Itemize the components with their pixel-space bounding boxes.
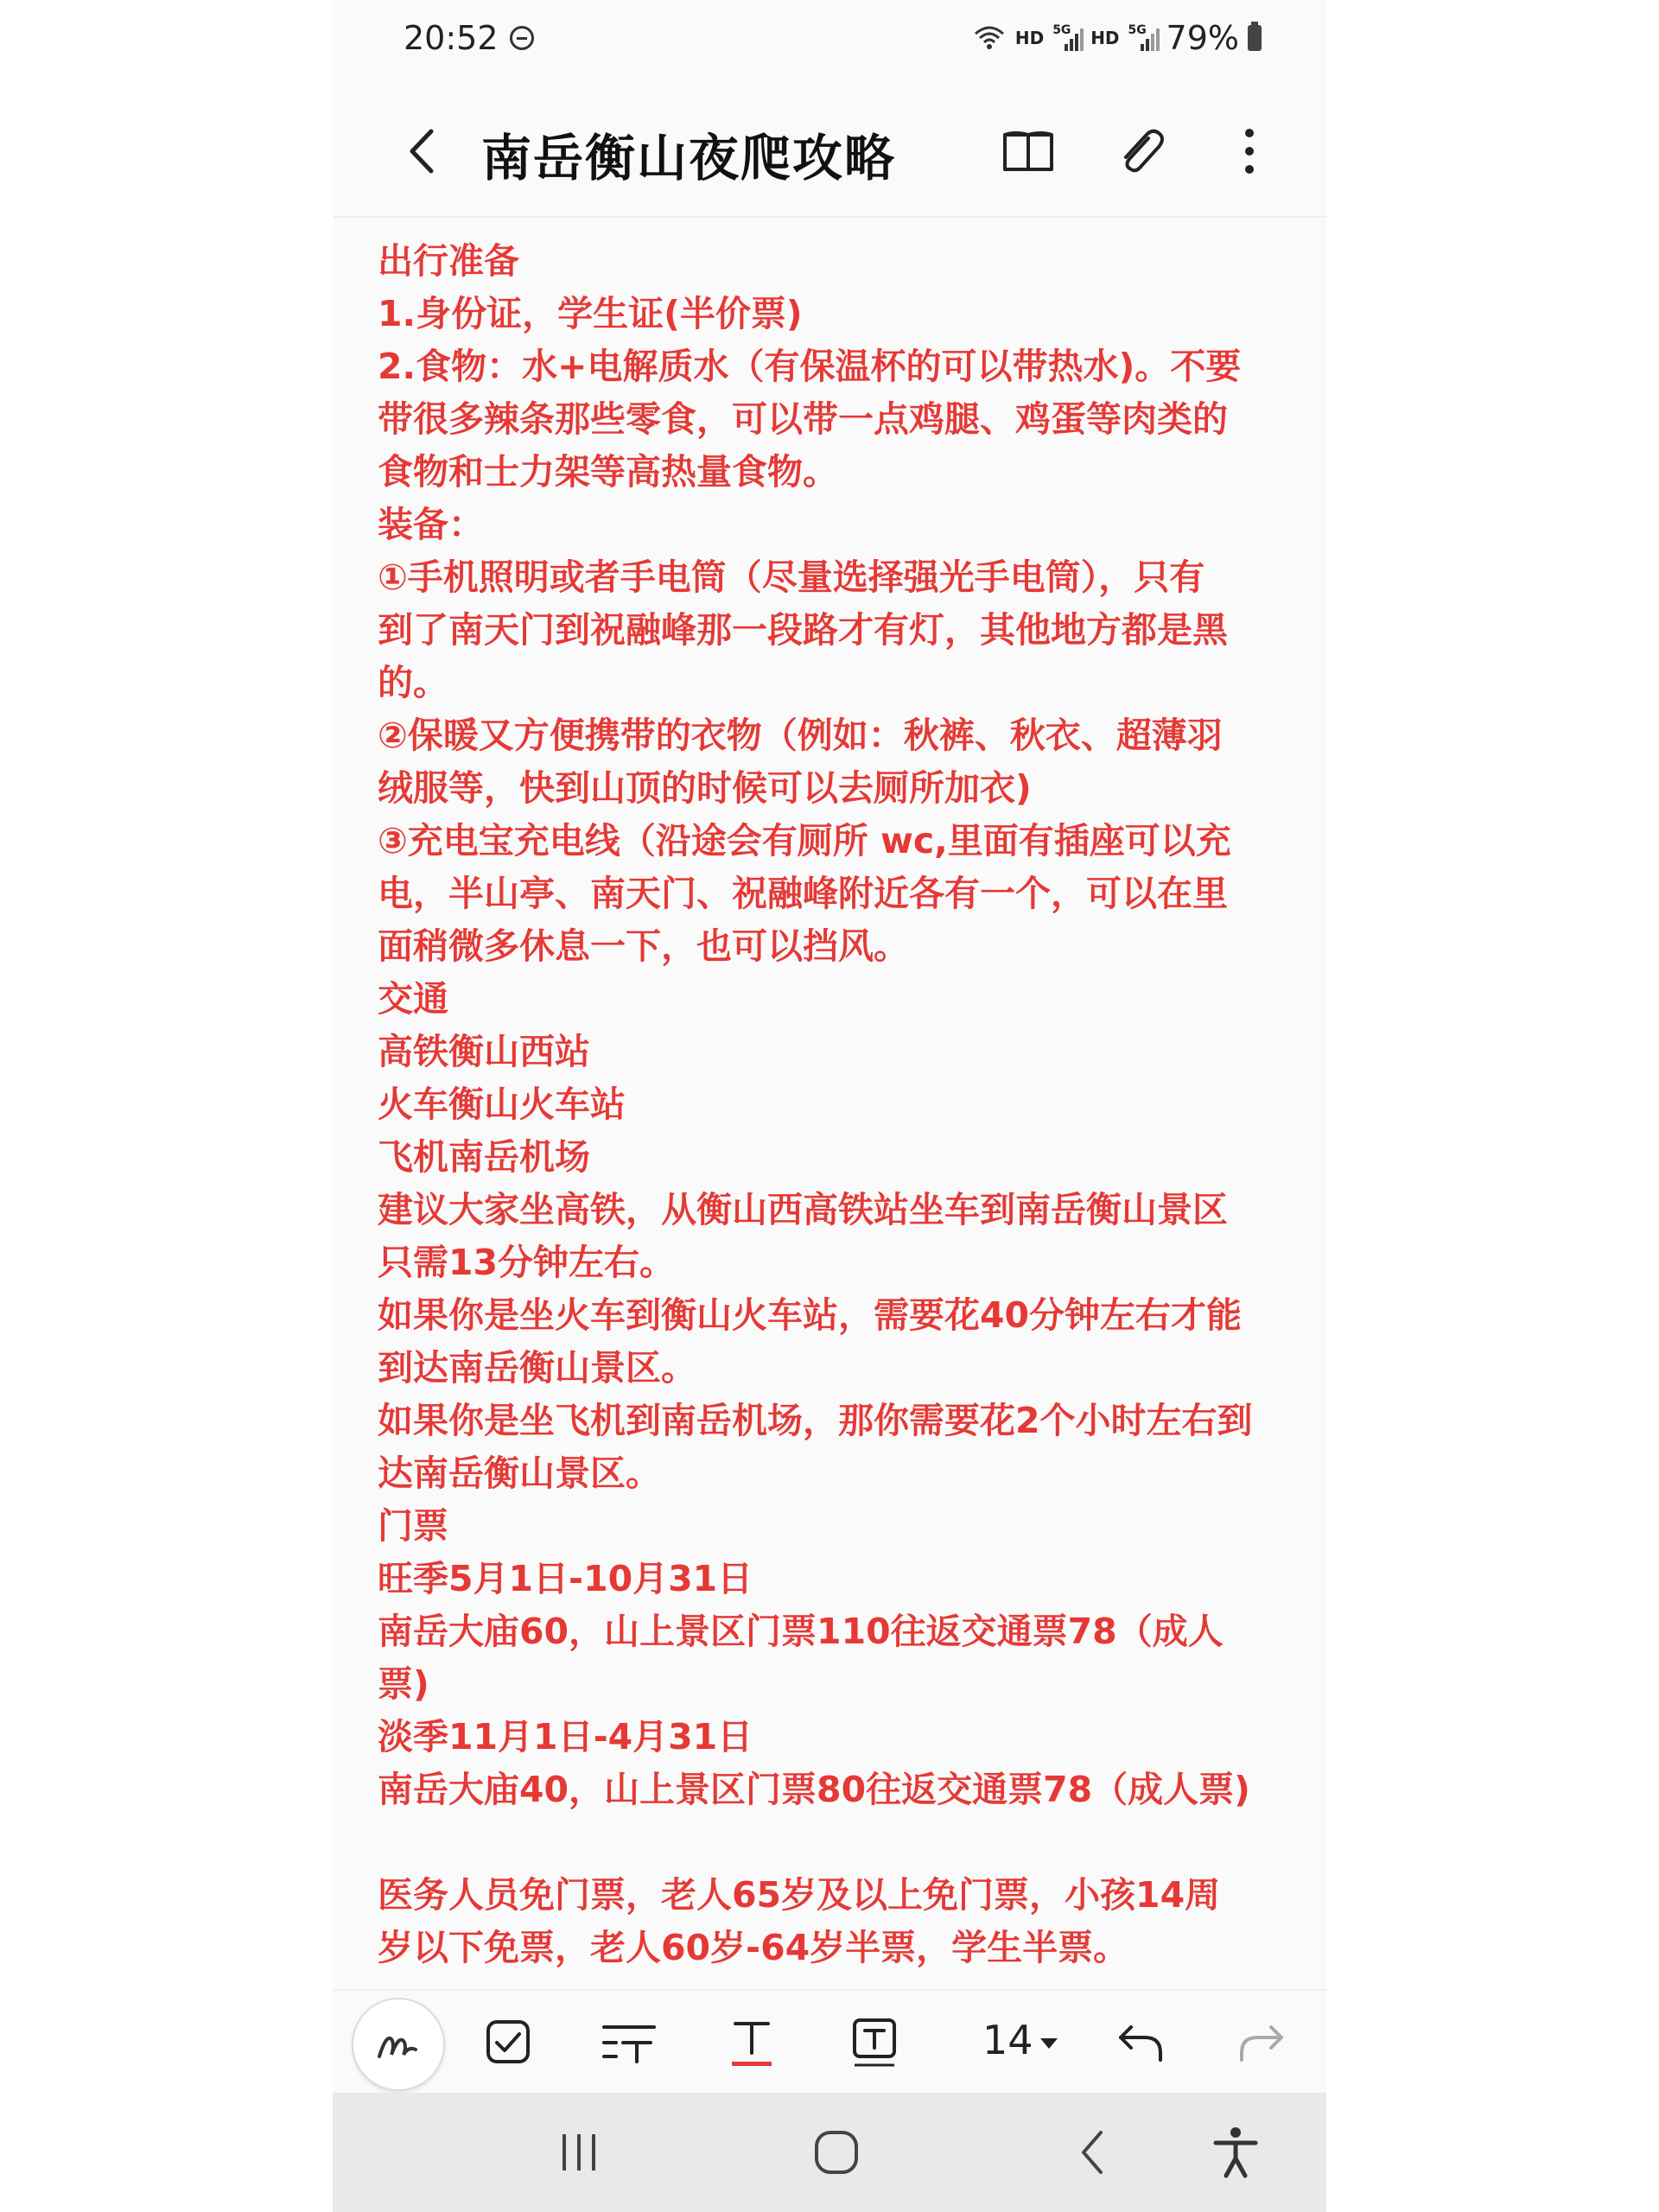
back-arrow-icon[interactable] xyxy=(393,121,454,181)
note-line: 出行准备 xyxy=(378,240,519,282)
note-line: 2.食物：水+电解质水（有保温杯的可以带热水)。不要 xyxy=(378,346,1242,387)
note-title[interactable]: 南岳衡山夜爬攻略 xyxy=(481,129,897,188)
note-line: 带很多辣条那些零食，可以带一点鸡腿、鸡蛋等肉类的 xyxy=(378,398,1228,440)
note-line: 装备： xyxy=(378,504,484,545)
status-icons xyxy=(972,21,1262,55)
note-line: 如果你是坐飞机到南岳机场，那你需要花2个小时左右到 xyxy=(378,1400,1253,1441)
battery-percent: 79% xyxy=(1166,19,1239,57)
note-blank-line xyxy=(378,1816,1294,1869)
note-line: 交通 xyxy=(378,978,448,1020)
note-line: 岁以下免票，老人60岁-64岁半票，学生半票。 xyxy=(378,1927,1129,1968)
pen-button[interactable] xyxy=(352,1998,445,2091)
note-line: 只需13分钟左右。 xyxy=(378,1242,676,1283)
note-line: 的。 xyxy=(378,662,448,703)
note-line: 1.身份证，学生证(半价票) xyxy=(378,293,803,334)
note-line: 面稍微多休息一下，也可以挡风。 xyxy=(378,925,909,967)
note-line: 淡季11月1日-4月31日 xyxy=(378,1716,753,1758)
home-icon[interactable] xyxy=(806,2122,867,2183)
battery-icon xyxy=(1248,25,1262,51)
system-nav-bar xyxy=(333,2093,1326,2212)
note-line: 达南岳衡山景区。 xyxy=(378,1452,661,1494)
note-line: ③充电宝充电线（沿途会有厕所 wc,里面有插座可以充 xyxy=(378,820,1231,861)
status-time: 20:52 xyxy=(404,19,499,57)
note-line: 票) xyxy=(378,1663,429,1705)
wifi-icon xyxy=(972,23,1007,53)
checkbox-icon[interactable] xyxy=(478,2012,538,2072)
phone-screen xyxy=(333,0,1326,2212)
editor-toolbar xyxy=(333,1989,1326,2094)
note-line: 电，半山亭、南天门、祝融峰附近各有一个，可以在里 xyxy=(378,873,1228,914)
note-line: 南岳大庙60，山上景区门票110往返交通票78（成人 xyxy=(378,1611,1224,1652)
back-icon[interactable] xyxy=(1063,2122,1123,2183)
note-line: 旺季5月1日-10月31日 xyxy=(378,1558,753,1599)
hd-label-1: HD xyxy=(1014,28,1045,48)
note-line: 门票 xyxy=(378,1505,448,1547)
signal-icon-1: 5G xyxy=(1052,23,1082,53)
note-line: 到达南岳衡山景区。 xyxy=(378,1347,696,1389)
status-bar xyxy=(333,0,1326,86)
note-line: 食物和士力架等高热量食物。 xyxy=(378,451,838,493)
note-line: 绒服等，快到山顶的时候可以去厕所加衣) xyxy=(378,767,1032,809)
note-line: 火车衡山火车站 xyxy=(378,1084,626,1125)
text-box-icon[interactable] xyxy=(844,2012,905,2072)
note-line: 建议大家坐高铁，从衡山西高铁站坐车到南岳衡山景区 xyxy=(378,1189,1228,1230)
undo-icon[interactable] xyxy=(1110,2012,1171,2072)
paragraph-style-icon[interactable] xyxy=(599,2012,659,2072)
note-line: 医务人员免门票，老人65岁及以上免门票，小孩14周 xyxy=(378,1874,1221,1916)
app-bar xyxy=(333,86,1326,218)
note-line: 如果你是坐火车到衡山火车站，需要花40分钟左右才能 xyxy=(378,1294,1243,1336)
do-not-disturb-icon xyxy=(510,26,534,50)
signal-icon-2: 5G xyxy=(1128,23,1158,53)
more-vertical-icon[interactable] xyxy=(1219,121,1280,181)
accessibility-icon[interactable] xyxy=(1205,2122,1266,2183)
pen-icon xyxy=(353,1999,443,2089)
note-line: ①手机照明或者手电筒（尽量选择强光手电筒），只有 xyxy=(378,556,1205,598)
recents-icon[interactable] xyxy=(549,2122,609,2183)
note-line: 南岳大庙40，山上景区门票80往返交通票78（成人票) xyxy=(378,1769,1250,1810)
note-line: 飞机南岳机场 xyxy=(378,1136,590,1178)
paperclip-icon[interactable] xyxy=(1109,121,1169,181)
book-icon[interactable] xyxy=(998,121,1058,181)
font-size-selector[interactable]: 14 xyxy=(982,2017,1058,2063)
hd-label-2: HD xyxy=(1090,28,1120,48)
note-line: ②保暖又方便携带的衣物（例如：秋裤、秋衣、超薄羽 xyxy=(378,715,1223,756)
note-line: 到了南天门到祝融峰那一段路才有灯，其他地方都是黑 xyxy=(378,609,1228,651)
note-body[interactable] xyxy=(378,235,1294,1974)
text-color-icon[interactable] xyxy=(721,2012,782,2072)
note-line: 高铁衡山西站 xyxy=(378,1031,590,1072)
redo-icon[interactable] xyxy=(1231,2012,1292,2072)
